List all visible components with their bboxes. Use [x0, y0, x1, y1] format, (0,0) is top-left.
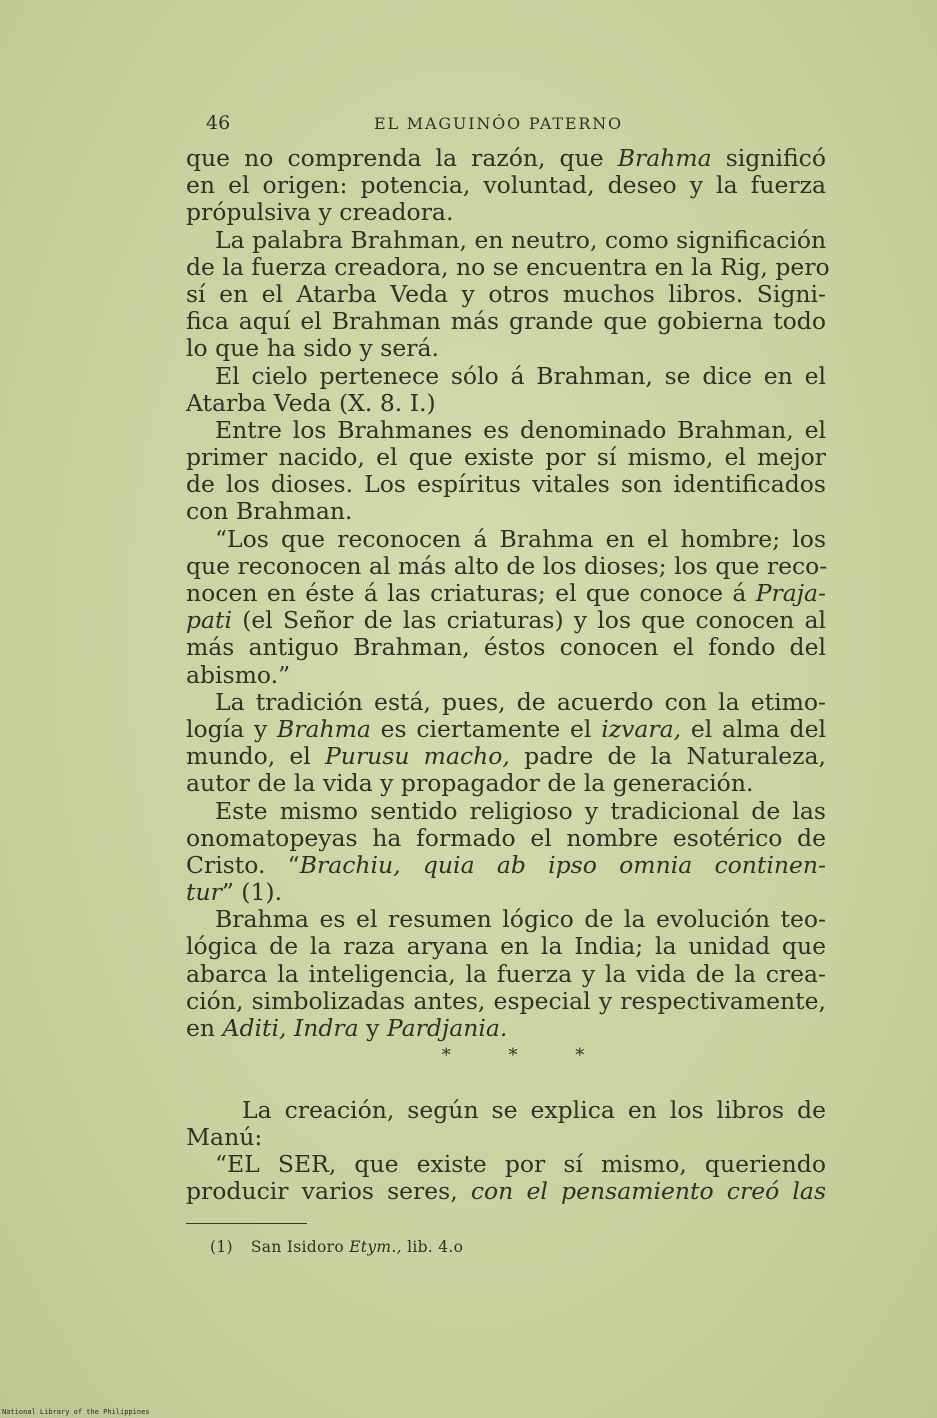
text-line: ción, simbolizadas antes, especial y respectivamente,: [186, 986, 826, 1015]
text-line: de la fuerza creadora, no se encuentra en la Rig, pero: [186, 252, 830, 281]
text-line: producir varios seres, con el pensamiento creó las: [186, 1177, 826, 1206]
footnote-text: San Isidoro: [250, 1238, 350, 1256]
text-line: “Los que reconocen á Brahma en el hombre; los: [215, 524, 826, 553]
text-line: abismo.”: [186, 660, 291, 689]
text-line: que reconocen al más alto de los dioses; los que reco-: [186, 551, 828, 580]
footnote-number: (1): [210, 1238, 233, 1256]
text-line: tur” (1).: [186, 878, 283, 907]
text-line: Brahma es el resumen lógico de la evolución teo-: [215, 905, 826, 934]
text-line: en Aditi, Indra y Pardjania.: [186, 1014, 508, 1042]
footnote-text-end: lib. 4.o: [401, 1238, 464, 1256]
text-line: que no comprenda la razón, que Brahma significó: [186, 144, 826, 172]
text-line: própulsiva y creadora.: [186, 198, 454, 227]
text-line: lo que ha sido y será.: [186, 334, 439, 363]
text-line: lógica de la raza aryana en la India; la unidad que: [186, 932, 826, 961]
text-line: mundo, el Purusu macho, padre de la Naturaleza,: [186, 742, 827, 771]
text-line: El cielo pertenece sólo á Brahman, se dice en el: [215, 361, 826, 390]
footnote-work: Etym.,: [349, 1238, 402, 1256]
running-title: EL MAGUINÓO PATERNO: [374, 114, 623, 133]
text-line: nocen en éste á las criaturas; el que conoce á Praja-: [186, 579, 826, 607]
text-line: abarca la inteligencia, la fuerza y la vida de la crea-: [186, 959, 826, 988]
text-line: autor de la vida y propagador de la generación.: [186, 769, 754, 798]
text-line: onomatopeyas ha formado el nombre esotérico de: [186, 823, 826, 852]
text-line: más antiguo Brahman, éstos conocen el fondo del: [186, 633, 826, 662]
text-line: pati (el Señor de las criaturas) y los que conocen al: [186, 606, 826, 635]
footnote: [210, 1238, 463, 1256]
text-line: Manú:: [186, 1122, 263, 1151]
text-line: La creación, según se explica en los libros de: [242, 1095, 826, 1124]
text-line: La palabra Brahman, en neutro, como significación: [215, 225, 827, 254]
library-watermark: National Library of the Philippines: [2, 1408, 150, 1416]
text-line: fica aquí el Brahman más grande que gobierna todo: [186, 307, 826, 336]
footnote-rule: [186, 1223, 307, 1224]
text-line: Entre los Brahmanes es denominado Brahman, el: [215, 415, 826, 444]
text-line: de los dioses. Los espíritus vitales son identificados: [186, 470, 826, 499]
text-line: primer nacido, el que existe por sí mismo, el mejor: [186, 443, 826, 472]
text-line: Atarba Veda (X. 8. I.): [186, 388, 436, 417]
section-break-stars: * * *: [441, 1045, 611, 1067]
body-text: [186, 144, 830, 1206]
page-header: [206, 112, 636, 138]
text-line: en el origen: potencia, voluntad, deseo y la fuerza: [186, 171, 826, 200]
text-line: “EL SER, que existe por sí mismo, queriendo: [215, 1149, 826, 1178]
text-line: Cristo. “Brachiu, quia ab ipso omnia continen-: [186, 850, 826, 879]
text-line: con Brahman.: [186, 497, 353, 526]
text-line: logía y Brahma es ciertamente el izvara, el alma del: [186, 714, 826, 743]
page-number: 46: [206, 112, 231, 134]
text-line: Este mismo sentido religioso y tradicional de las: [215, 796, 826, 825]
text-line: sí en el Atarba Veda y otros muchos libros. Signi-: [186, 279, 826, 308]
text-line: La tradición está, pues, de acuerdo con la etimo-: [215, 687, 826, 716]
blank-line: [186, 1069, 826, 1096]
